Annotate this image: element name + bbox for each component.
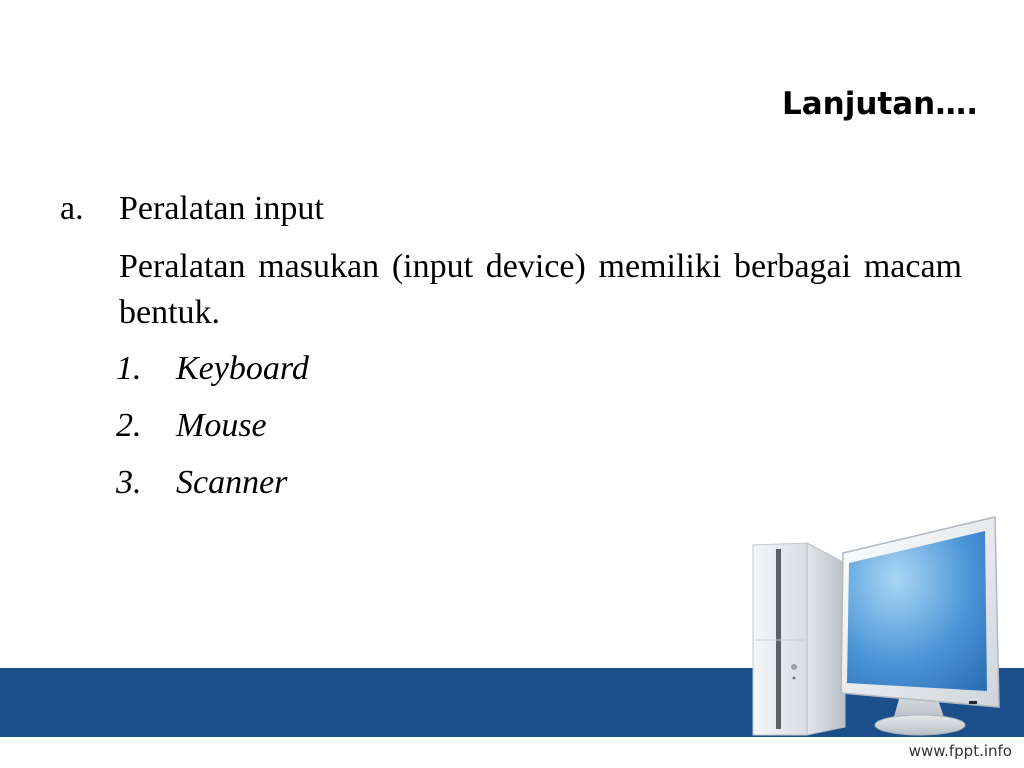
footer-url: www.fppt.info bbox=[908, 742, 1012, 760]
slide-title: Lanjutan…. bbox=[781, 86, 978, 122]
list-item bbox=[116, 460, 962, 506]
list-number: 1. bbox=[116, 350, 142, 387]
description-paragraph: Peralatan masukan (input device) memiliki berbagai macam bentuk. bbox=[119, 248, 962, 331]
list-item bbox=[116, 346, 962, 392]
list-number: 2. bbox=[116, 407, 142, 444]
list-number: 3. bbox=[116, 464, 142, 501]
list-marker: a. bbox=[60, 190, 84, 227]
list-item-label: Scanner bbox=[176, 464, 288, 501]
list-item-a bbox=[60, 186, 962, 232]
desktop-computer-icon bbox=[745, 515, 1005, 745]
numbered-list bbox=[116, 346, 962, 506]
list-item-label: Keyboard bbox=[176, 350, 309, 387]
list-item-label: Mouse bbox=[176, 407, 267, 444]
slide-content bbox=[60, 186, 962, 517]
list-heading: Peralatan input bbox=[119, 190, 324, 227]
list-item bbox=[116, 403, 962, 449]
